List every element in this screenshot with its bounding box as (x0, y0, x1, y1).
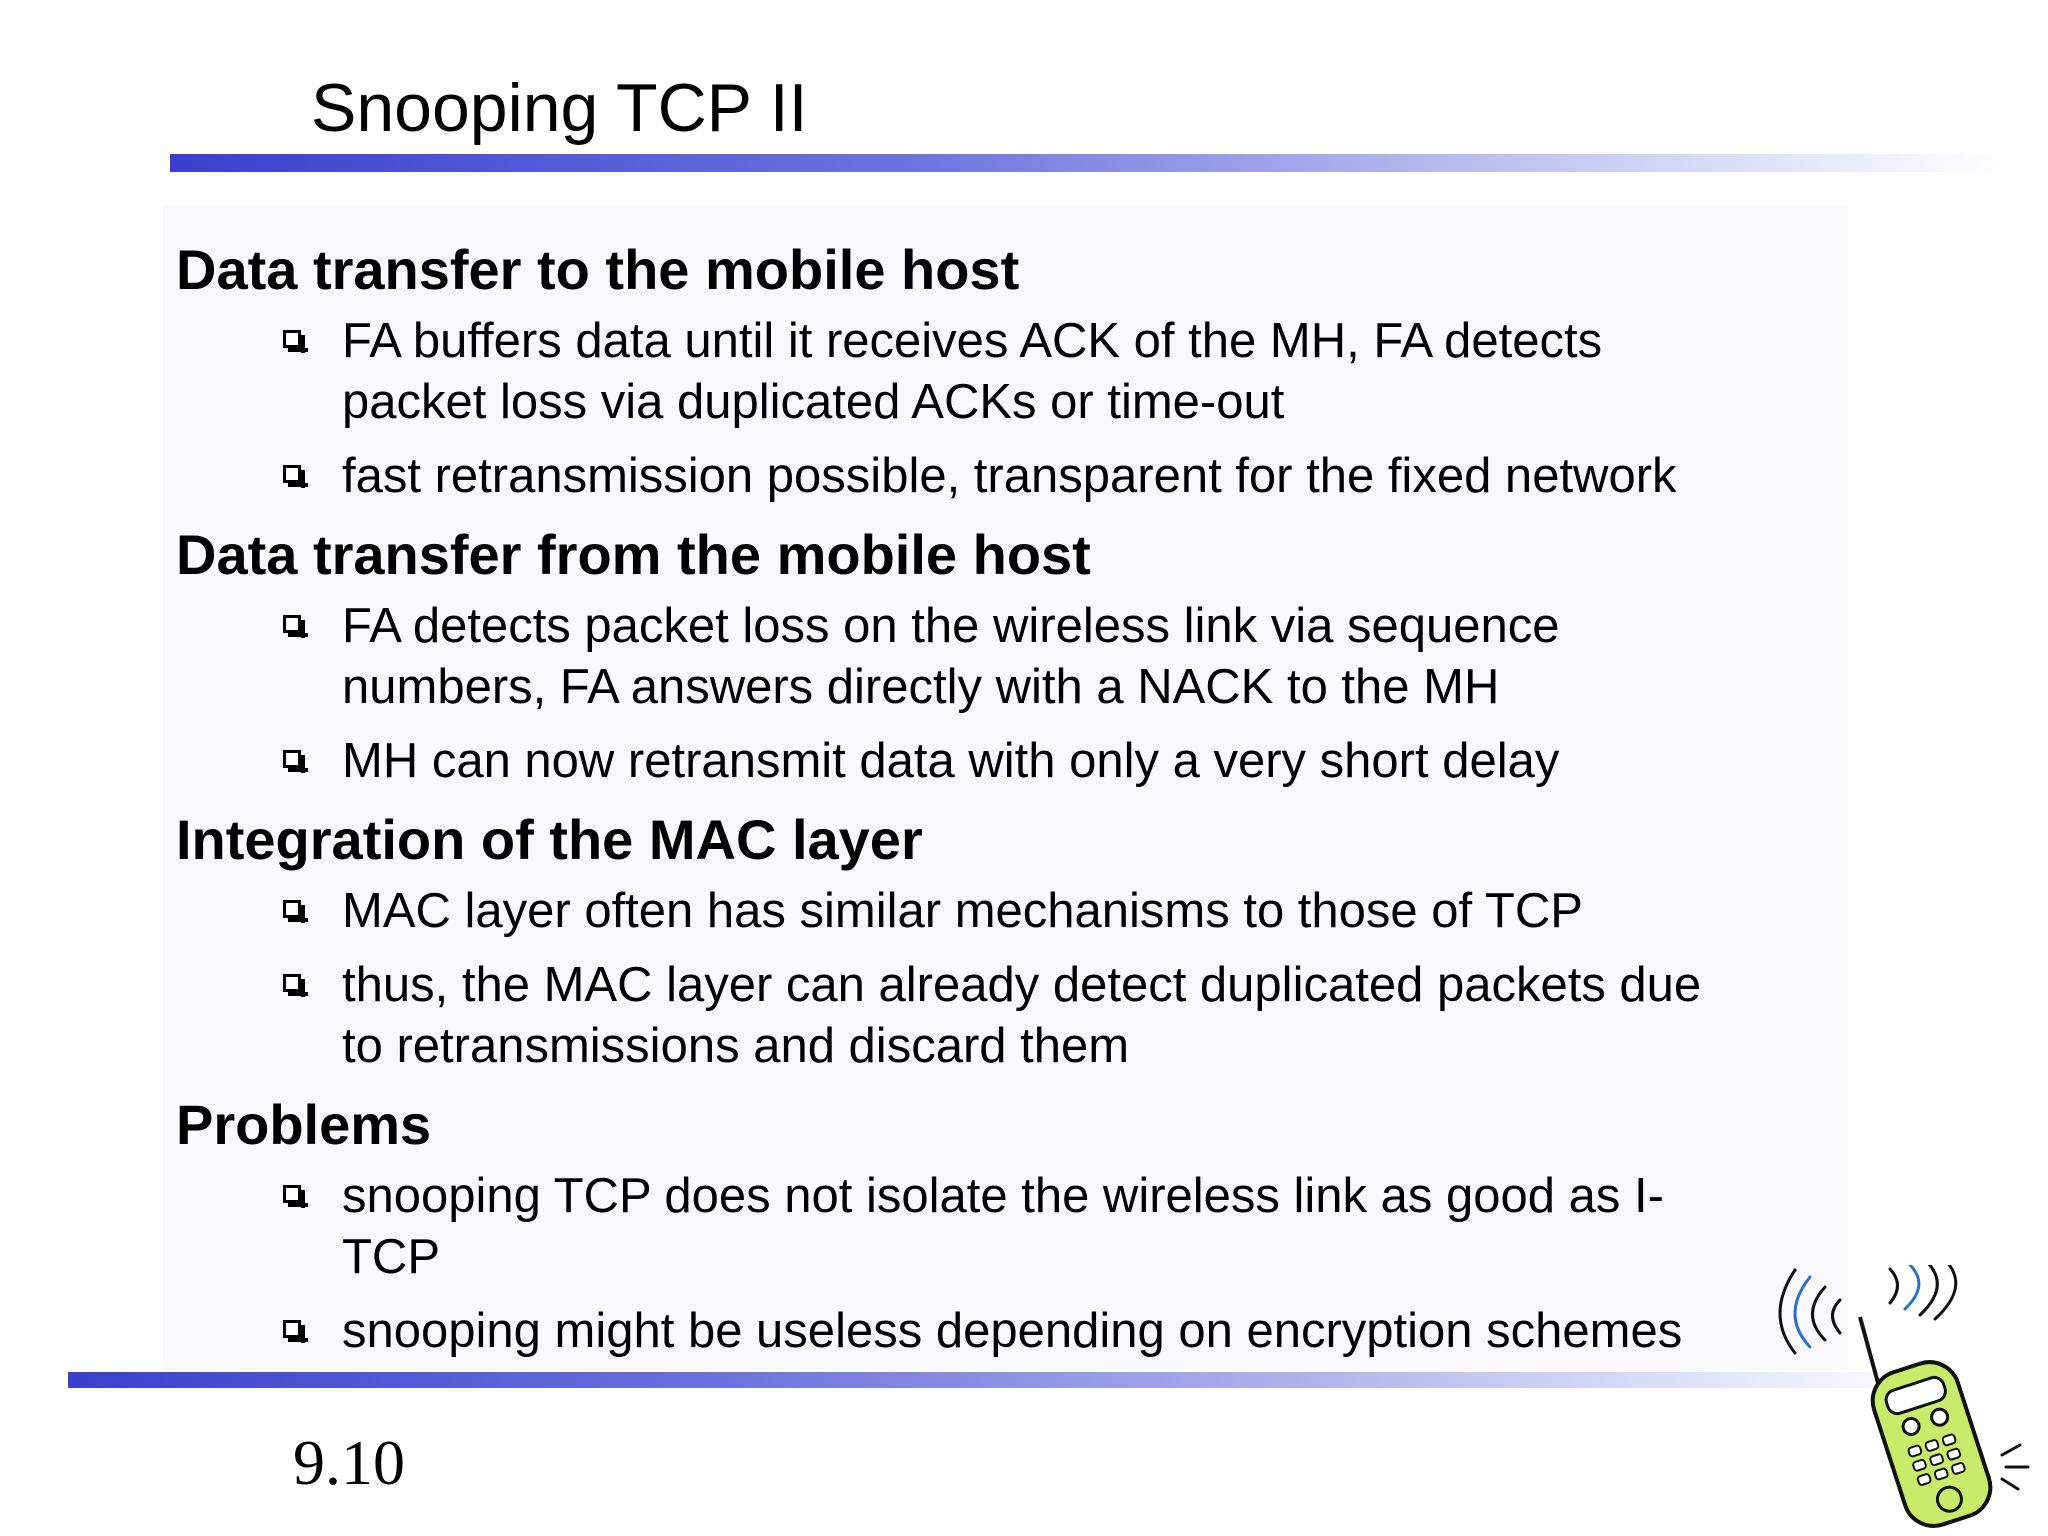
list-item (176, 881, 1726, 942)
bullet-text: thus, the MAC layer can already detect duplicated packets due to retransmissions and discard them (342, 958, 1702, 1073)
checkbox-bullet-icon (283, 1185, 301, 1203)
list-item (176, 1301, 1726, 1362)
bullet-text: FA buffers data until it receives ACK of the MH, FA detects packet loss via duplicated ACKs or time-out (342, 314, 1603, 429)
list-item (176, 1166, 1726, 1288)
section-heading: Data transfer to the mobile host (176, 238, 1020, 301)
bullet-text: FA detects packet loss on the wireless link via sequence numbers, FA answers directly with a NACK to the MH (342, 599, 1560, 714)
bullet-text: snooping TCP does not isolate the wireless link as good as I-TCP (342, 1169, 1664, 1284)
slide-content (176, 235, 1876, 1375)
slide-title: Snooping TCP II (311, 70, 808, 146)
bullet-list (176, 596, 1876, 792)
bullet-list (176, 311, 1876, 507)
bullet-list (176, 1166, 1876, 1362)
checkbox-bullet-icon (283, 465, 301, 483)
section-data-from-mobile (176, 520, 1876, 792)
list-item (176, 311, 1726, 433)
checkbox-bullet-icon (283, 1320, 301, 1338)
list-item (176, 731, 1726, 792)
bullet-list (176, 881, 1876, 1077)
bullet-text: MH can now retransmit data with only a very short delay (342, 734, 1560, 788)
section-problems (176, 1090, 1876, 1362)
list-item (176, 446, 1726, 507)
bullet-text: fast retransmission possible, transparent for the fixed network (342, 449, 1677, 503)
checkbox-bullet-icon (283, 750, 301, 768)
checkbox-bullet-icon (283, 330, 301, 348)
checkbox-bullet-icon (283, 974, 301, 992)
bullet-text: MAC layer often has similar mechanisms to those of TCP (342, 884, 1583, 938)
checkbox-bullet-icon (283, 615, 301, 633)
section-heading: Data transfer from the mobile host (176, 523, 1091, 586)
list-item (176, 955, 1726, 1077)
bullet-text: snooping might be useless depending on encryption schemes (342, 1304, 1683, 1358)
section-heading: Problems (176, 1093, 432, 1156)
title-underline (170, 154, 2000, 172)
section-mac-layer (176, 805, 1876, 1077)
list-item (176, 596, 1726, 718)
section-heading: Integration of the MAC layer (176, 808, 923, 871)
footer-rule (68, 1372, 1938, 1388)
mobile-phone-icon (1770, 1265, 2040, 1530)
section-data-to-mobile (176, 235, 1876, 507)
slide-number: 9.10 (293, 1427, 405, 1498)
checkbox-bullet-icon (283, 900, 301, 918)
